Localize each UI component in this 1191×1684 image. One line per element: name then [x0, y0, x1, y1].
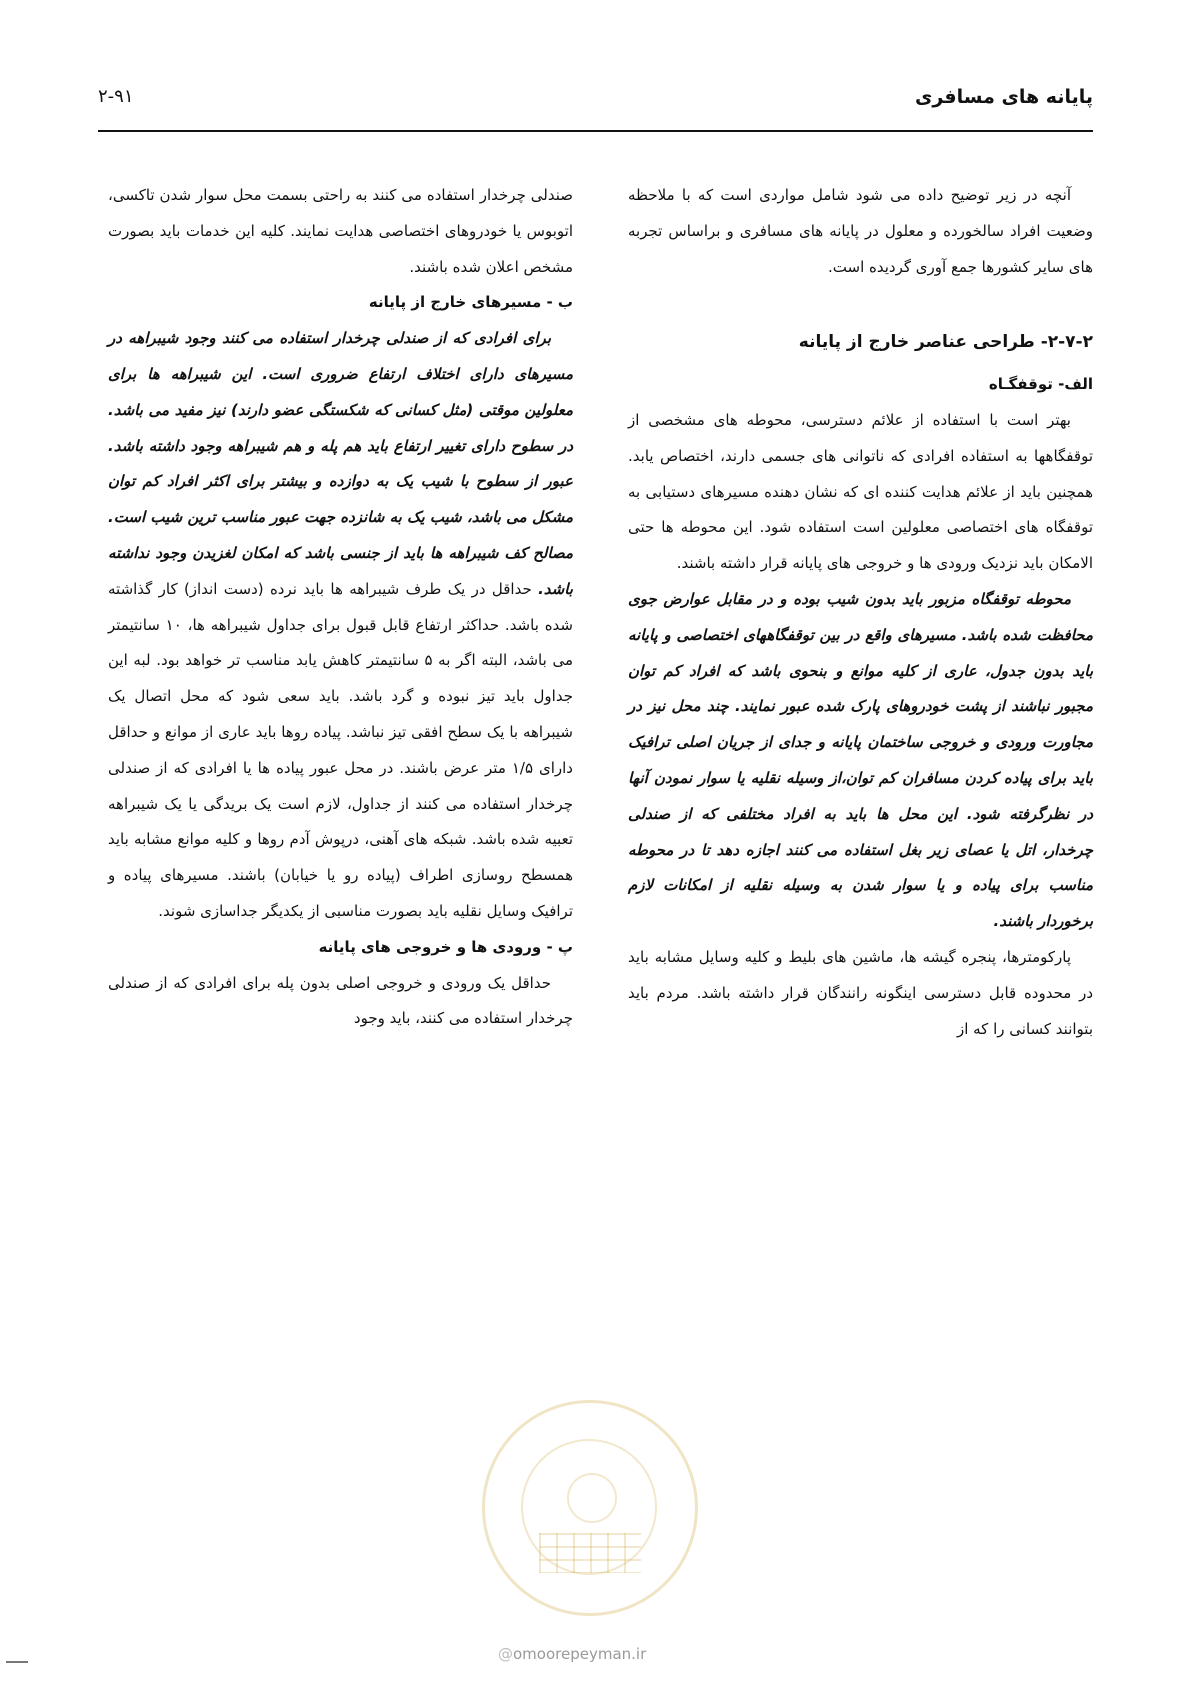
- paragraph-parking-3: پارکومترها، پنجره گیشه ها، ماشین های بلیط و کلیه وسایل مشابه باید در محدوده قابل دسترسی اینگونه رانندگان قرار داشته باشد. مردم باید بتوانند کسانی را که از: [628, 947, 1093, 1038]
- left-column: [108, 178, 573, 1037]
- paragraph-parking-1: بهتر است با استفاده از علائم دسترسی، محوطه های مشخصی از توقفگاهها به استفاده افرادی که ناتوانی های جسمی دارند، اختصاص یابد. همچنین باید از علائم هدایت کننده ای که نشان دهنده مسیرهای دستیابی به توقفگاه های اختصاصی معلولین است استفاده شود. این محوطه ها حتی الامکان باید نزدیک ورودی ها و خروجی های پایانه قرار داشته باشند.: [628, 410, 1093, 573]
- header-title: پایانه های مسافری: [914, 86, 1093, 108]
- paragraph-ramps-regular: حداقل در یک طرف شیبراهه ها باید نرده (دست انداز) کار گذاشته شده باشد. حداکثر ارتفاع قابل قبول برای جداول شیبراهه ها، ۱۰ سانتیمتر می باشد، البته اگر به ۵ سانتیمتر کاهش یابد مناسب تر خواهد بود. لبه این جداول باید تیز نبوده و گرد باشد. باید سعی شود که محل اتصال یک شیبراهه با یک سطح افقی تیز نباشد. پیاده روها باید عاری از موانع و حداقل دارای ۱/۵ متر عرض باشند. در محل عبور پیاده ها یا افرادی که از صندلی چرخدار استفاده می کنند از جداول، لازم است یک بریدگی یا یک شیبراهه تعبیه شده باشد. شبکه های آهنی، درپوش آدم روها و کلیه موانع مشابه باید همسطح روسازی اطراف (پیاده رو یا خیابان) باشند. مسیرهای پیاده و ترافیک وسایل نقلیه باید بصورت مناسبی از یکدیگر جداسازی شوند.: [108, 579, 573, 920]
- page-number: ۲-۹۱: [98, 86, 134, 107]
- subhead-parking: الف- توقفگـاه: [988, 375, 1093, 394]
- intro-paragraph: آنچه در زیر توضیح داده می شود شامل مواردی است که با ملاحظه وضعیت افراد سالخورده و معلول در پایانه های مسافری و براساس تجربه های سایر کشورها جمع آوری گردیده است.: [628, 186, 1093, 276]
- footer-url-text: omoorepeyman.ir: [513, 1645, 647, 1663]
- corner-mark: [6, 1661, 28, 1663]
- right-column: [628, 178, 1093, 1047]
- paragraph-parking-2: محوطه توقفگاه مزبور باید بدون شیب بوده و در مقابل عوارض جوی محافظت شده باشد. مسیرهای واقع در بین توقفگاههای اختصاصی و پایانه باید بدون جدول، عاری از کلیه موانع و بنحوی باشد که افراد کم توان مجبور نباشند از پشت خودروهای پارک شده عبور نمایند. چند محل نیز در مجاورت ورودی و خروجی ساختمان پایانه و جدای از جریان اصلی ترافیک باید برای پیاده کردن مسافران کم توان،از وسیله نقلیه یا سوار نمودن آنها در نظرگرفته شود. این محل ها باید به افراد مختلفی که از صندلی چرخدار، اتل یا عصای زیر بغل استفاده می کنند اجازه دهد تا در محوطه مناسب برای پیاده و یا سوار شدن به وسیله نقلیه از امکانات لازم برخوردار باشند.: [628, 589, 1093, 931]
- section-title: ۲-۷-۲- طراحی عناصر خارج از پایانه: [798, 332, 1093, 353]
- paragraph-entrances: حداقل یک ورودی و خروجی اصلی بدون پله برای افرادی که از صندلی چرخدار استفاده می کنند، باید وجود: [108, 973, 573, 1028]
- subhead-outside-paths: ب - مسیرهای خارج از پایانه: [368, 293, 573, 312]
- watermark-seal-logo: [482, 1400, 698, 1616]
- at-icon: @: [498, 1645, 513, 1663]
- paragraph-continued: صندلی چرخدار استفاده می کنند به راحتی بسمت محل سوار شدن تاکسی، اتوبوس یا خودروهای اختصاصی هدایت نمایند. کلیه این خدمات باید بصورت مشخص اعلان شده باشند.: [108, 186, 573, 276]
- paragraph-ramps: [108, 321, 573, 930]
- paragraph-ramps-emphasis: برای افرادی که از صندلی چرخدار استفاده می کنند وجود شیبراهه در مسیرهای دارای اختلاف ارتفاع ضروری است. این شیبراهه ها برای معلولین موقتی (مثل کسانی که شکستگی عضو دارند) نیز مفید می باشد. در سطوح دارای تغییر ارتفاع باید هم پله و هم شیبراهه وجود داشته باشد. عبور از سطوح با شیب یک به دوازده و بیشتر برای اکثر افراد کم توان مشکل می باشد، شیب یک به شانزده جهت عبور مناسب ترین شیب است. مصالح کف شیبراهه ها باید از جنسی باشد که امکان لغزیدن وجود نداشته باشد.: [108, 329, 573, 598]
- subhead-entrances: پ - ورودی ها و خروجی های پایانه: [318, 937, 573, 956]
- footer-url: [498, 1645, 646, 1663]
- header-divider: [98, 130, 1093, 132]
- page-header: [98, 86, 1093, 122]
